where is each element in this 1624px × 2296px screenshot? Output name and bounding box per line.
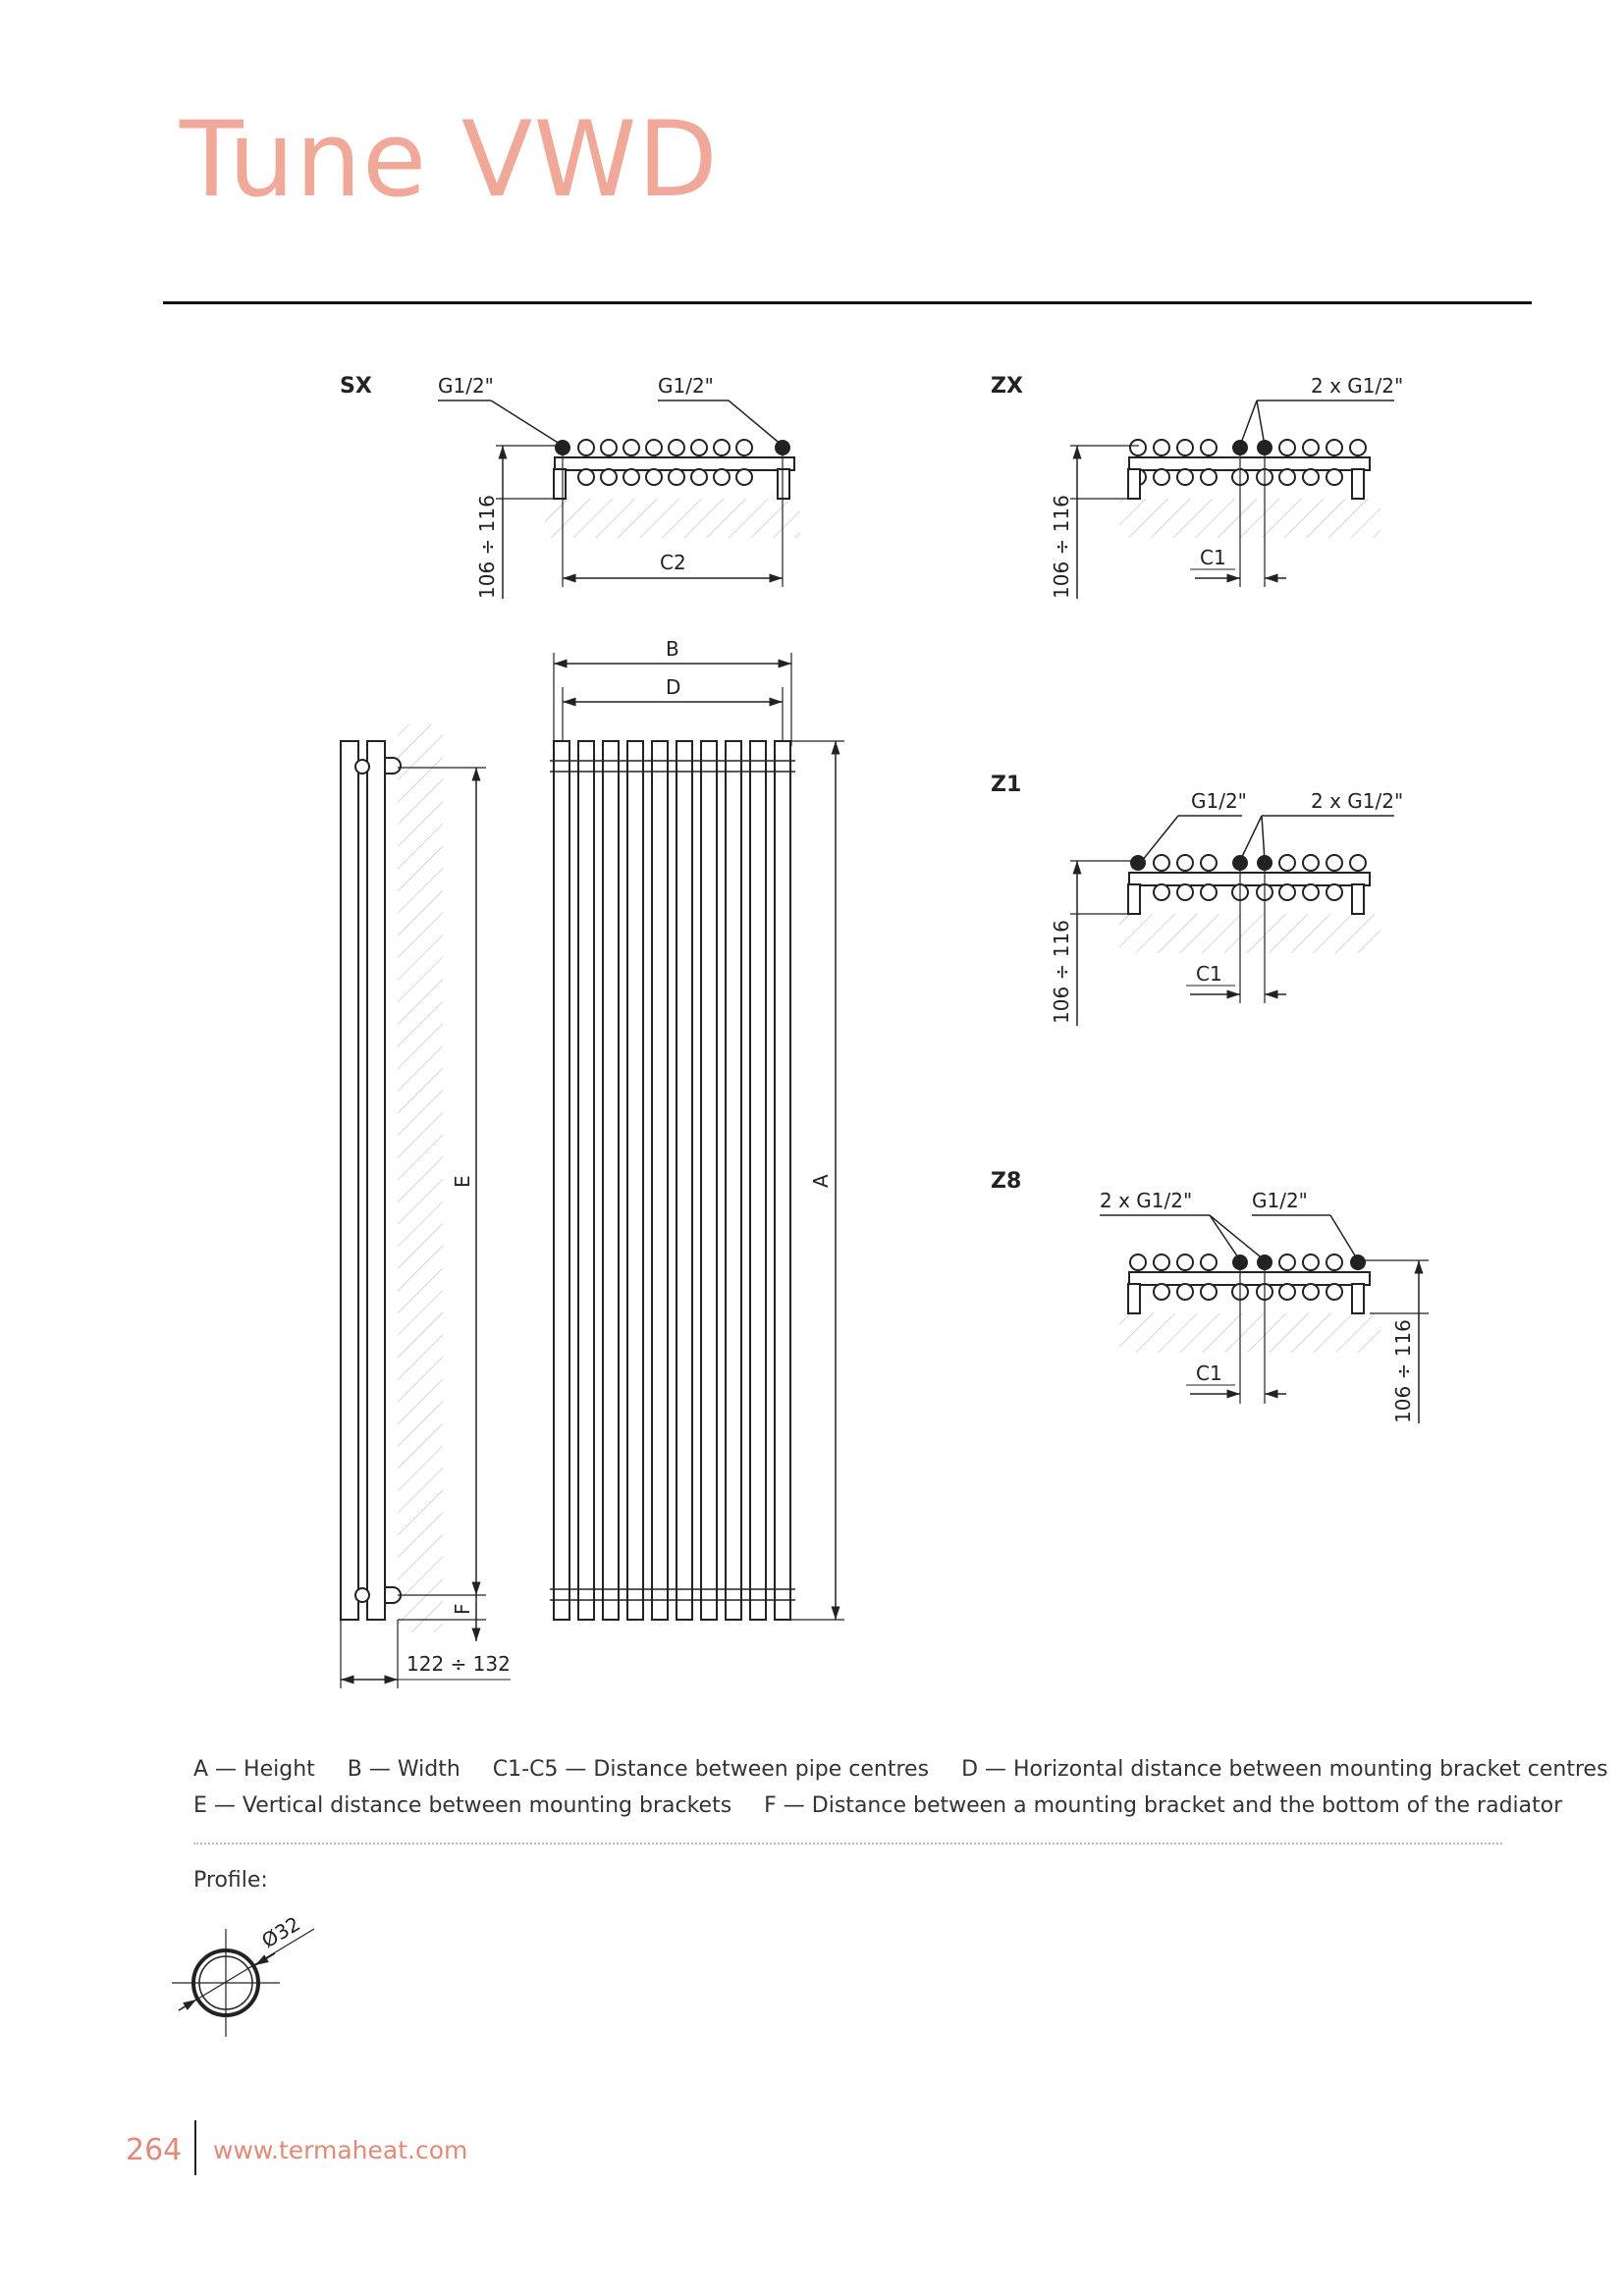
page-number: 264 xyxy=(126,2133,183,2167)
profile-drawing xyxy=(172,1911,314,2037)
z8-height-dimension: 106 ÷ 116 xyxy=(1391,1319,1415,1423)
side-view xyxy=(341,724,511,1688)
profile-diameter: Ø32 xyxy=(257,1911,304,1953)
z8-width-dimension: C1 xyxy=(1196,1362,1222,1385)
front-tubes xyxy=(554,741,790,1620)
variant-sx xyxy=(340,374,800,599)
front-view xyxy=(550,637,844,1620)
legend-divider xyxy=(193,1842,1502,1844)
sx-width-dimension: C2 xyxy=(660,551,686,574)
dimension-f: F xyxy=(451,1603,474,1615)
zx-connection: 2 x G1/2" xyxy=(1311,374,1404,398)
dimension-a: A xyxy=(809,1174,833,1188)
legend-d: D — Horizontal distance between mounting bracket centres xyxy=(961,1757,1608,1782)
z8-left-connection: 2 x G1/2" xyxy=(1100,1189,1193,1212)
legend-a: A — Height xyxy=(193,1757,315,1782)
legend-line-2 xyxy=(193,1793,1588,1818)
legend-b: B — Width xyxy=(347,1757,460,1782)
legend-f: F — Distance between a mounting bracket and the bottom of the radiator xyxy=(764,1793,1563,1818)
z8-right-connection: G1/2" xyxy=(1252,1189,1308,1212)
z1-height-dimension: 106 ÷ 116 xyxy=(1050,920,1073,1024)
legend-line-1 xyxy=(193,1757,1624,1782)
variant-sx-name: SX xyxy=(340,374,372,399)
depth-dimension: 122 ÷ 132 xyxy=(406,1652,511,1676)
footer-divider xyxy=(194,2120,196,2175)
variant-zx xyxy=(991,374,1403,599)
sx-height-dimension: 106 ÷ 116 xyxy=(475,495,499,599)
profile-label: Profile: xyxy=(193,1868,268,1893)
dimension-e: E xyxy=(451,1175,474,1188)
variant-z8-name: Z8 xyxy=(991,1169,1022,1194)
z1-left-connection: G1/2" xyxy=(1191,789,1247,813)
zx-width-dimension: C1 xyxy=(1200,546,1226,569)
legend-e: E — Vertical distance between mounting brackets xyxy=(193,1793,732,1818)
footer-url-link[interactable]: www.termaheat.com xyxy=(213,2136,468,2164)
zx-height-dimension: 106 ÷ 116 xyxy=(1050,495,1073,599)
variant-z1 xyxy=(991,773,1403,1026)
dimension-b: B xyxy=(666,637,679,661)
z1-right-connection: 2 x G1/2" xyxy=(1311,789,1404,813)
sx-right-connection: G1/2" xyxy=(658,374,714,398)
z1-width-dimension: C1 xyxy=(1196,962,1222,986)
dimension-d: D xyxy=(666,675,681,699)
variant-z1-name: Z1 xyxy=(991,773,1022,797)
variant-zx-name: ZX xyxy=(991,374,1023,399)
page-title: Tune VWD xyxy=(180,99,719,220)
variant-z8 xyxy=(991,1169,1429,1423)
legend-c: C1-C5 — Distance between pipe centres xyxy=(492,1757,930,1782)
sx-left-connection: G1/2" xyxy=(438,374,494,398)
